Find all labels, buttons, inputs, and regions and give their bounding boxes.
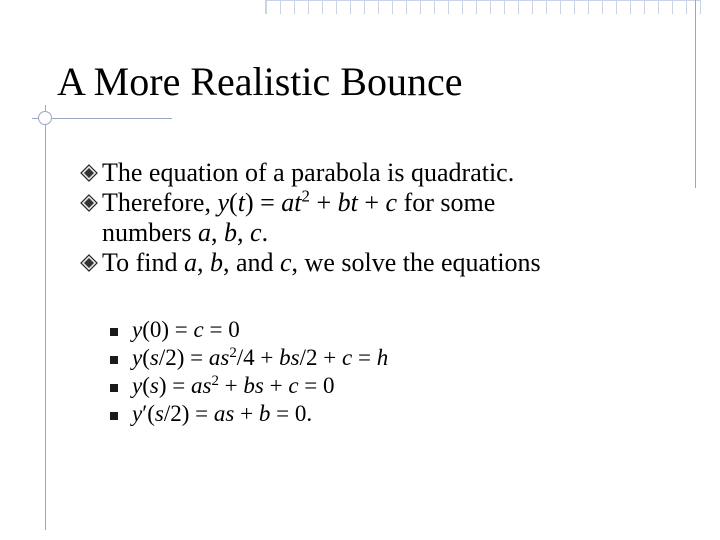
equation-text: y′(s/2) = as + b = 0. xyxy=(132,401,313,426)
equation-text: $y(s/2) = as^2/4 + bs/2 + c = h$ xyxy=(132,344,389,370)
diamond-bullet-icon xyxy=(80,194,98,212)
bullet-continuation xyxy=(80,218,700,248)
bullet-item xyxy=(80,248,700,278)
square-bullet-icon xyxy=(110,356,118,364)
bullet-list xyxy=(80,158,700,278)
equation-item xyxy=(110,400,388,428)
equation-text: y(0) = c = 0 xyxy=(132,317,240,342)
bullet-text: To find a, b, and c, we solve the equations xyxy=(102,248,541,277)
square-bullet-icon xyxy=(110,412,118,420)
equation-item xyxy=(110,316,388,344)
bullet-item xyxy=(80,158,700,188)
grid-decoration xyxy=(265,0,701,14)
title-underline xyxy=(32,118,172,119)
equation-text: $y(s) = as^2$ + bs + c = 0 xyxy=(132,372,335,398)
circle-decoration xyxy=(38,111,52,125)
square-bullet-icon xyxy=(110,384,118,392)
diamond-bullet-icon xyxy=(80,254,98,272)
equation-list xyxy=(110,316,388,428)
slide-title: A More Realistic Bounce xyxy=(57,59,463,104)
equation-item xyxy=(110,372,388,400)
diamond-bullet-icon xyxy=(80,164,98,182)
bullet-text: Therefore, $y(t) = at^2$ + bt + c for some xyxy=(102,186,496,217)
bullet-text: numbers a, b, c. xyxy=(102,218,269,247)
bullet-item xyxy=(80,188,700,218)
square-bullet-icon xyxy=(110,328,118,336)
equation-item xyxy=(110,344,388,372)
left-rule xyxy=(45,105,46,530)
bullet-text: The equation of a parabola is quadratic. xyxy=(102,158,515,187)
